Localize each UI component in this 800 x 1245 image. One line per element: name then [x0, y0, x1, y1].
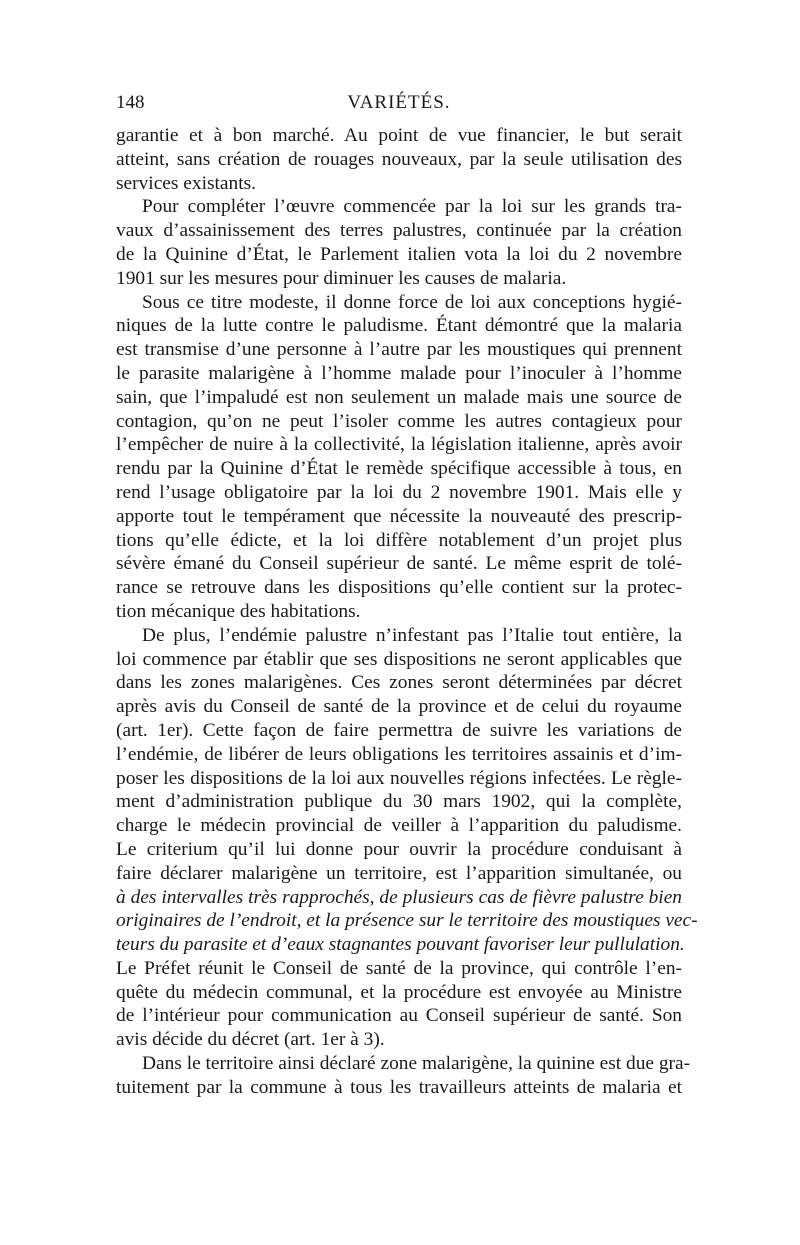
text-line: niques de la lutte contre le paludisme. Étant démontré que la malaria — [116, 315, 682, 337]
running-title: VARIÉTÉS. — [347, 92, 451, 113]
page-number: 148 — [116, 92, 145, 113]
text-line: est transmise d’une personne à l’autre par les moustiques qui prennent — [116, 339, 682, 361]
text-line: De plus, l’endémie palustre n’infestant pas l’Italie tout entière, la — [142, 624, 682, 646]
text-line: Le criterium qu’il lui donne pour ouvrir la procédure conduisant à — [116, 838, 682, 860]
text-line: à des intervalles très rapprochés, de plusieurs cas de fièvre palustre bien — [116, 886, 682, 908]
text-line: tuitement par la commune à tous les travailleurs atteints de malaria et — [116, 1076, 682, 1098]
text-line: l’endémie, de libérer de leurs obligations les territoires assainis et d’im- — [116, 743, 682, 765]
text-line: teurs du parasite et d’eaux stagnantes pouvant favoriser leur pullulation. — [116, 934, 685, 956]
text-line: charge le médecin provincial de veiller à l’apparition du paludisme. — [116, 815, 682, 837]
text-line: contagion, qu’on ne peut l’isoler comme les autres contagieux pour — [116, 410, 682, 432]
text-line: dans les zones malarigènes. Ces zones seront déterminées par décret — [116, 672, 682, 694]
text-line: loi commence par établir que ses dispositions ne seront applicables que — [116, 648, 682, 670]
text-line: de la Quinine d’État, le Parlement italien vota la loi du 2 novembre — [116, 243, 682, 265]
text-line: sévère émané du Conseil supérieur de santé. Le même esprit de tolé- — [116, 553, 682, 575]
text-line: (art. 1er). Cette façon de faire permettra de suivre les variations de — [116, 719, 682, 741]
text-line: rendu par la Quinine d’État le remède spécifique accessible à tous, en — [116, 458, 682, 480]
text-line: rance se retrouve dans les dispositions qu’elle contient sur la protec- — [116, 577, 682, 599]
text-line: atteint, sans création de rouages nouveaux, par la seule utilisation des — [116, 148, 682, 170]
text-line: Dans le territoire ainsi déclaré zone malarigène, la quinine est due gra- — [142, 1053, 691, 1075]
text-line: sain, que l’impaludé est non seulement un malade mais une source de — [116, 386, 682, 408]
text-line: avis décide du décret (art. 1er à 3). — [116, 1029, 385, 1051]
text-line: l’empêcher de nuire à la collectivité, la législation italienne, après avoir — [116, 434, 682, 456]
text-line: tion mécanique des habitations. — [116, 600, 361, 622]
text-line: garantie et à bon marché. Au point de vue financier, le but serait — [116, 125, 682, 146]
page-header — [116, 92, 682, 122]
text-line: vaux d’assainissement des terres palustres, continuée par la création — [116, 220, 682, 242]
text-line: quête du médecin communal, et la procédure est envoyée au Ministre — [116, 981, 682, 1003]
text-line: faire déclarer malarigène un territoire, est l’apparition simultanée, ou — [116, 862, 682, 884]
text-line: après avis du Conseil de santé de la province et de celui du royaume — [116, 696, 682, 718]
body-text — [116, 124, 698, 1100]
text-line: le parasite malarigène à l’homme malade pour l’inoculer à l’homme — [116, 362, 682, 384]
text-line: poser les dispositions de la loi aux nouvelles régions infectées. Le règle- — [116, 767, 682, 789]
text-line: tions qu’elle édicte, et la loi diffère notablement d’un projet plus — [116, 529, 682, 551]
text-line: ment d’administration publique du 30 mars 1902, qui la complète, — [116, 791, 682, 813]
text-line: apporte tout le tempérament que nécessite la nouveauté des prescrip- — [116, 505, 682, 527]
text-line: de l’intérieur pour communication au Conseil supérieur de santé. Son — [116, 1005, 682, 1027]
text-line: rend l’usage obligatoire par la loi du 2 novembre 1901. Mais elle y — [116, 481, 682, 503]
text-line: 1901 sur les mesures pour diminuer les causes de malaria. — [116, 267, 567, 289]
text-line: Sous ce titre modeste, il donne force de loi aux conceptions hygié- — [142, 291, 682, 313]
text-line: originaires de l’endroit, et la présence sur le territoire des moustiques vec- — [116, 910, 698, 932]
text-line: Le Préfet réunit le Conseil de santé de la province, qui contrôle l’en- — [116, 957, 682, 979]
text-line: services existants. — [116, 172, 257, 194]
text-line: Pour compléter l’œuvre commencée par la loi sur les grands tra- — [142, 196, 682, 218]
